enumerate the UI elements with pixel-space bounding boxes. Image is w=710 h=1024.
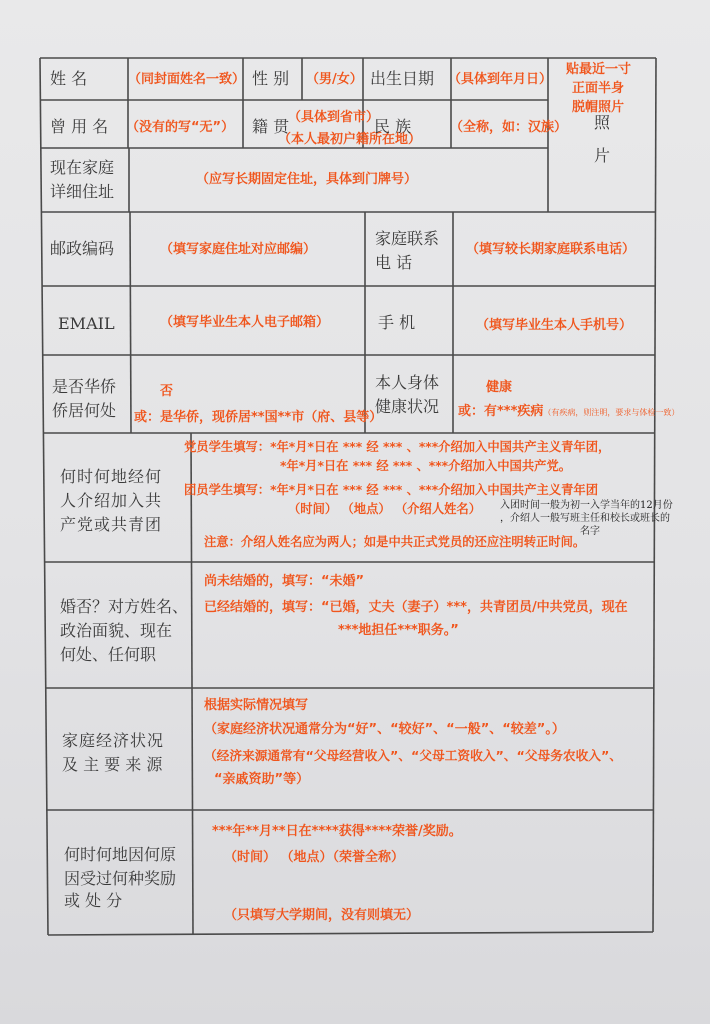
photo-label-2: 片	[594, 146, 611, 165]
home-phone-note: （填写较长期家庭联系电话）	[466, 242, 636, 257]
economy-label-1: 家庭经济状况	[62, 731, 165, 750]
native-place-label: 籍 贯	[252, 117, 290, 136]
party-note-1: 党员学生填写：*年*月*日在 *** 经 *** 、***介绍加入中国共产主义青年团，	[184, 440, 611, 454]
email-note: （填写毕业生本人电子邮箱）	[160, 315, 330, 330]
ethnicity-note: （全称，如：汉族）	[450, 120, 568, 135]
former-name-note: （没有的写“无”）	[126, 120, 235, 135]
party-side-note-3: 名字	[580, 526, 600, 537]
marriage-label-2: 政治面貌、现在	[60, 621, 173, 640]
health-note-2	[458, 402, 679, 422]
photo-note-line2: 正面半身	[572, 81, 625, 96]
former-name-label: 曾 用 名	[50, 117, 109, 136]
overseas-label-1: 是否华侨	[52, 377, 117, 396]
gender-note: （男/女）	[306, 72, 363, 87]
birth-label: 出生日期	[370, 69, 435, 88]
gender-label: 性 别	[252, 69, 290, 88]
award-label-2: 因受过何种奖励	[64, 869, 177, 888]
ethnicity-label: 民 族	[374, 117, 412, 136]
name-label: 姓 名	[50, 69, 88, 88]
award-note-3: （只填写大学期间，没有则填无）	[224, 908, 420, 923]
economy-note-4: “亲戚资助”等）	[214, 772, 310, 787]
mobile-note: （填写毕业生本人手机号）	[476, 318, 633, 333]
overseas-note-1: 否	[160, 384, 174, 399]
health-note-1: 健康	[486, 380, 513, 395]
marriage-label-1: 婚否？对方姓名、	[60, 597, 189, 616]
photo-note-line3: 脱帽照片	[572, 100, 625, 115]
native-place-note-1: （具体到省市）	[288, 110, 380, 125]
address-label-2: 详细住址	[50, 182, 115, 201]
economy-note-1: 根据实际情况填写	[204, 698, 309, 713]
party-side-note-2: ，介绍人一般写班主任和校长或班长的	[500, 513, 670, 524]
photo-label-1: 照	[594, 113, 611, 132]
email-label: EMAIL	[58, 314, 115, 333]
postcode-label: 邮政编码	[50, 239, 115, 258]
award-note-1: ***年**月**日在****获得****荣誉/奖励。	[212, 824, 462, 839]
home-phone-label-2: 电 话	[375, 253, 413, 272]
award-note-2: （时间） （地点）（荣誉全称）	[224, 850, 405, 865]
health-label-1: 本人身体	[375, 373, 440, 392]
mobile-label: 手 机	[378, 313, 416, 332]
marriage-note-2: 已经结婚的，填写：“已婚，丈夫（妻子）***，共青团员/中共党员，现在	[204, 600, 628, 615]
economy-label-2: 及 主 要 来 源	[62, 755, 163, 774]
party-note-5: 注意：介绍人姓名应为两人；如是中共正式党员的还应注明转正时间。	[204, 535, 586, 549]
economy-note-2: （家庭经济状况通常分为“好”、“较好”、“一般”、“较差”。）	[204, 722, 565, 737]
address-label-1: 现在家庭	[50, 158, 115, 177]
marriage-note-3: ***地担任***职务。”	[338, 623, 459, 638]
name-note: （同封面姓名一致）	[128, 72, 246, 87]
party-side-note-1: 入团时间一般为初一入学当年的12月份	[500, 500, 673, 511]
party-label-3: 产党或共青团	[60, 515, 163, 534]
award-label-1: 何时何地因何原	[64, 845, 177, 864]
party-label-1: 何时何地经何	[60, 467, 163, 486]
overseas-note-2: 或：是华侨，现侨居**国**市（府、县等）	[134, 410, 383, 425]
marriage-note-1: 尚未结婚的，填写：“未婚”	[204, 574, 365, 589]
address-note: （应写长期固定住址，具体到门牌号）	[196, 172, 418, 187]
postcode-note: （填写家庭住址对应邮编）	[160, 242, 317, 257]
native-place-note-2: （本人最初户籍所在地）	[278, 132, 422, 147]
health-label-2: 健康状况	[375, 397, 440, 416]
photo-note-line1: 贴最近一寸	[566, 62, 632, 77]
award-label-3: 或 处 分	[64, 891, 123, 910]
health-note-main: 或：有***疾病	[458, 404, 544, 419]
marriage-label-3: 何处、任何职	[60, 645, 157, 664]
overseas-label-2: 侨居何处	[52, 401, 117, 420]
economy-note-3: （经济来源通常有“父母经营收入”、“父母工资收入”、“父母务农收入”、	[204, 748, 622, 763]
health-note-small: （有疾病，则注明，要求与体检一致）	[543, 408, 680, 417]
party-label-2: 人介绍加入共	[60, 491, 163, 510]
party-note-4: （时间） （地点） （介绍人姓名）	[288, 502, 482, 516]
home-phone-label-1: 家庭联系	[375, 229, 440, 248]
birth-note: （具体到年月日）	[448, 72, 553, 87]
party-note-2: *年*月*日在 *** 经 *** 、***介绍加入中国共产党。	[280, 459, 572, 473]
party-note-3: 团员学生填写：*年*月*日在 *** 经 *** 、***介绍加入中国共产主义青年团	[184, 483, 599, 497]
